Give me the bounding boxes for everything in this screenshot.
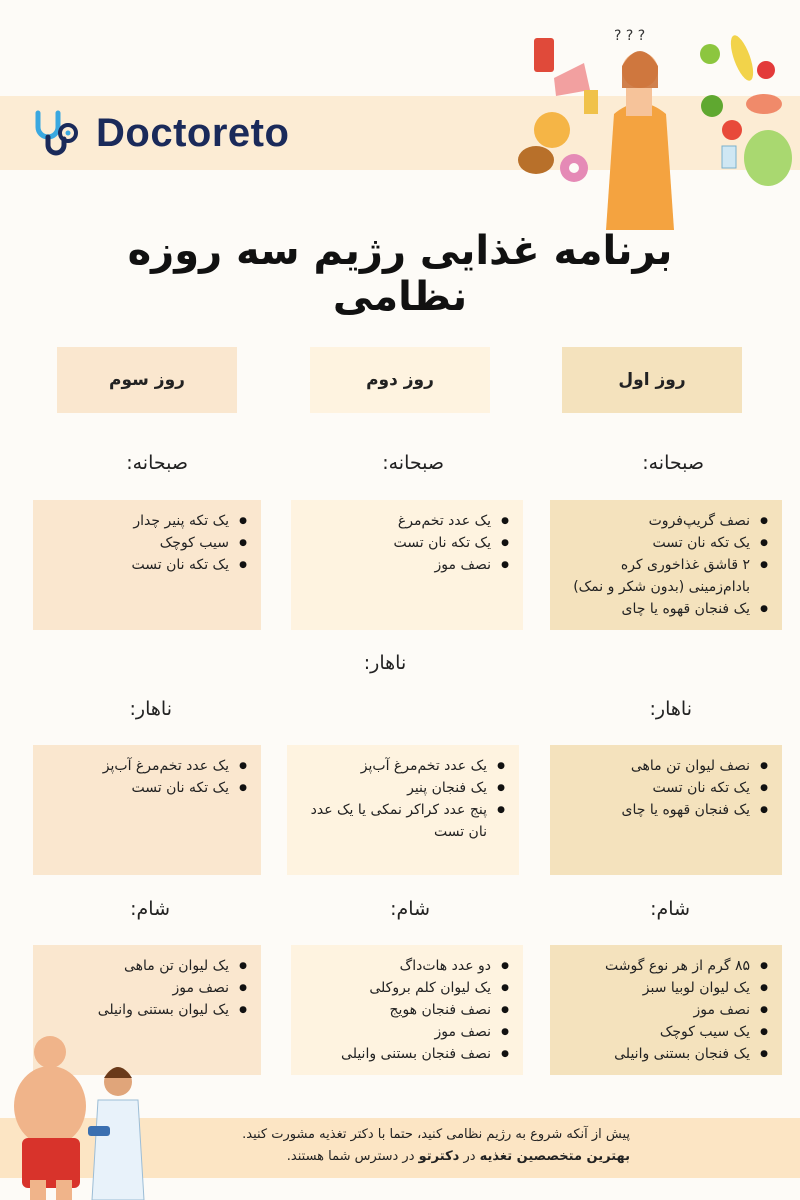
day1-lunch-card xyxy=(550,745,782,875)
footer-note xyxy=(130,1124,630,1168)
page-title: برنامه غذایی رژیم سه روزه نظامی xyxy=(127,228,673,320)
day3-header: روز سوم xyxy=(57,347,237,413)
pizza-slice-icon xyxy=(534,112,570,148)
list-item: ● سیب کوچک xyxy=(43,532,247,554)
list-item: ● یک عدد تخم‌مرغ آب‌پز xyxy=(297,755,505,777)
list-item: ● یک لیوان تن ماهی xyxy=(43,955,247,977)
list-item: ● یک فنجان بستنی وانیلی xyxy=(560,1043,768,1065)
hero-illustration xyxy=(514,18,800,230)
list-item: ● یک تکه نان تست xyxy=(560,777,768,799)
day2-dinner-card xyxy=(291,945,523,1075)
day3-lunch-card xyxy=(33,745,261,875)
list-item: ● یک لیوان لوبیا سبز xyxy=(560,977,768,999)
footer-brand-link[interactable]: دکترتو xyxy=(418,1149,460,1164)
glass-icon xyxy=(722,146,736,168)
day3-breakfast-label: صبحانه: xyxy=(126,452,188,474)
day1-header: روز اول xyxy=(562,347,742,413)
brand-name: Doctoreto xyxy=(96,110,290,155)
list-item: ● نصف موز xyxy=(301,554,509,576)
day3-breakfast-card xyxy=(33,500,261,630)
lettuce-icon xyxy=(744,130,792,186)
soda-cup-icon xyxy=(534,38,554,72)
list-item: ● نصف موز xyxy=(301,1021,509,1043)
list-item: ● نصف موز xyxy=(43,977,247,999)
list-item: ● یک لیوان کلم بروکلی xyxy=(301,977,509,999)
day3-dinner-label: شام: xyxy=(130,898,170,920)
list-item: ● یک تکه نان تست xyxy=(43,554,247,576)
patient-head-icon xyxy=(34,1036,66,1068)
burger-icon xyxy=(518,146,554,174)
list-item: ● یک تکه نان تست xyxy=(560,532,768,554)
list-item: ● یک لیوان بستنی وانیلی xyxy=(43,999,247,1021)
list-item: ● یک فنجان قهوه یا چای xyxy=(560,799,768,821)
list-item: ● نصف فنجان بستنی وانیلی xyxy=(301,1043,509,1065)
brand-logo[interactable] xyxy=(30,96,289,170)
list-item: ● دو عدد هات‌داگ xyxy=(301,955,509,977)
list-item: ● پنج عدد کراکر نمکی یا یک عدد نان تست xyxy=(297,799,505,843)
stethoscope-icon xyxy=(30,105,86,161)
list-item: ● نصف لیوان تن ماهی xyxy=(560,755,768,777)
list-item: ● یک عدد تخم‌مرغ xyxy=(301,510,509,532)
list-item: ● نصف موز xyxy=(560,999,768,1021)
list-item: ● یک تکه نان تست xyxy=(43,777,247,799)
footer-line-1: پیش از آنکه شروع به رژیم نظامی کنید، حتما با دکتر تغذیه مشورت کنید. xyxy=(242,1127,630,1142)
list-item: ● یک تکه نان تست xyxy=(301,532,509,554)
list-item: ● یک فنجان پنیر xyxy=(297,777,505,799)
lunch-section-label: ناهار: xyxy=(363,652,407,674)
list-item: ● یک سیب کوچک xyxy=(560,1021,768,1043)
doctor-patient-illustration xyxy=(0,1030,170,1200)
day2-breakfast-label: صبحانه: xyxy=(382,452,444,474)
day1-lunch-label: ناهار: xyxy=(649,698,692,720)
list-item: ● یک تکه پنیر چدار xyxy=(43,510,247,532)
day1-dinner-card xyxy=(550,945,782,1075)
footer-line-2: بهترین متخصصین تغذیه در دکترتو در دسترس شما هستند. xyxy=(286,1149,630,1164)
salmon-icon xyxy=(746,94,782,114)
footer-specialists: بهترین متخصصین تغذیه xyxy=(479,1149,630,1164)
day2-header: روز دوم xyxy=(310,347,490,413)
list-item: ● یک فنجان قهوه یا چای xyxy=(560,598,768,620)
list-item: ● نصف گریپ‌فروت xyxy=(560,510,768,532)
day1-breakfast-label: صبحانه: xyxy=(642,452,704,474)
list-item: ● نصف فنجان هویج xyxy=(301,999,509,1021)
apple-icon xyxy=(700,44,720,64)
list-item: ● ۸۵ گرم از هر نوع گوشت xyxy=(560,955,768,977)
day2-lunch-card xyxy=(287,745,519,875)
svg-text:? ? ?: ? ? ? xyxy=(614,28,646,44)
day3-lunch-label: ناهار: xyxy=(129,698,172,720)
day2-dinner-label: شام: xyxy=(390,898,430,920)
day1-dinner-label: شام: xyxy=(650,898,690,920)
day2-breakfast-card xyxy=(291,500,523,630)
list-item: ● ۲ قاشق غذاخوری کره بادام‌زمینی (بدون شکر و نمک) xyxy=(560,554,768,598)
list-item: ● یک عدد تخم‌مرغ آب‌پز xyxy=(43,755,247,777)
fries-icon xyxy=(584,90,598,114)
banana-icon xyxy=(726,33,757,84)
day1-breakfast-card xyxy=(550,500,782,630)
